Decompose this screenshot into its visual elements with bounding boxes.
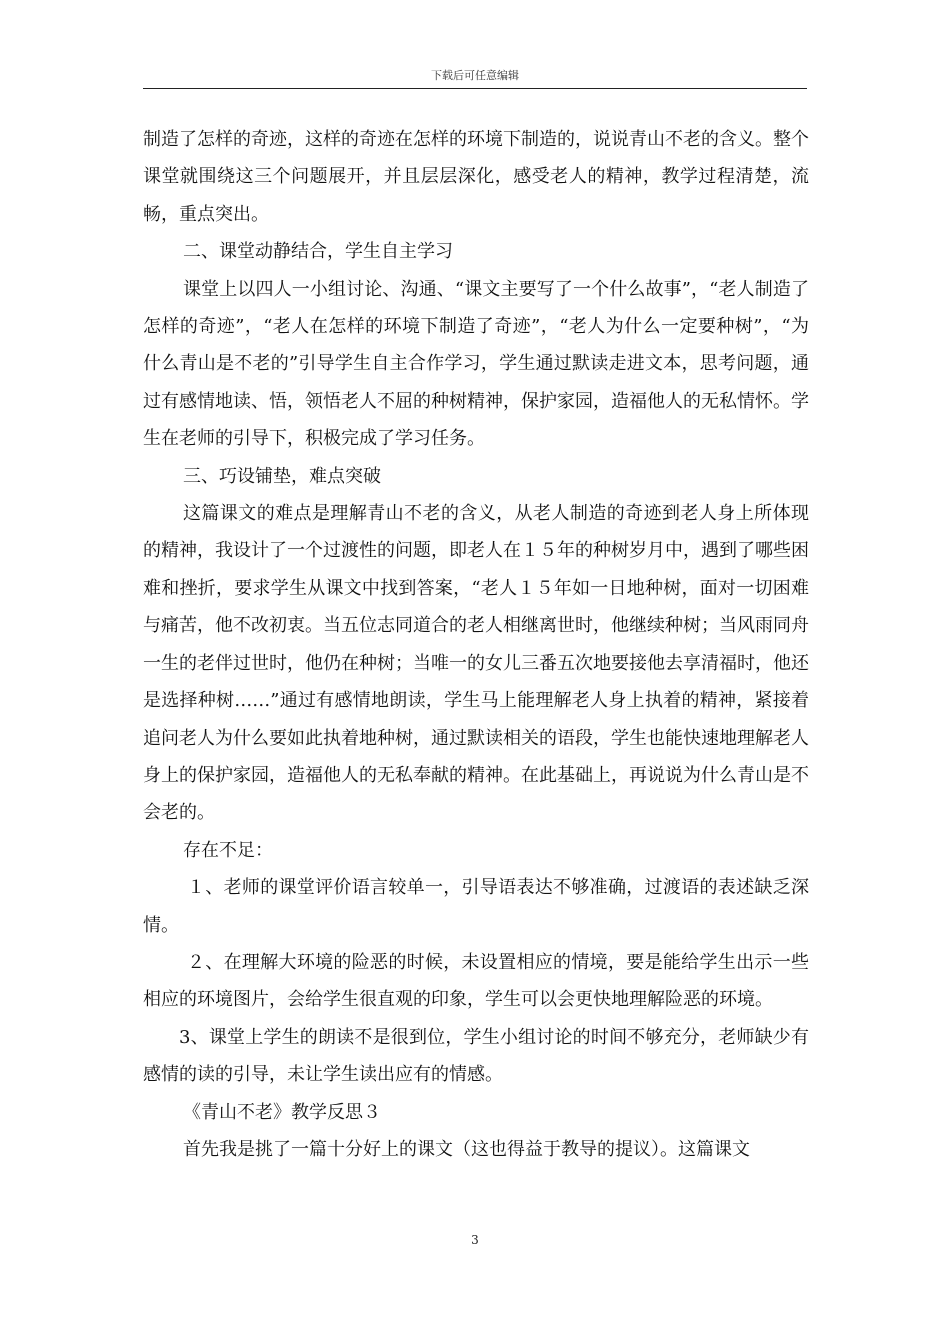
paragraph: 这篇课文的难点是理解青山不老的含义，从老人制造的奇迹到老人身上所体现的精神，我设计了一个过渡性的问题，即老人在１５年的种树岁月中，遇到了哪些困难和挫折，要求学生从课文中找到答案，“老人１５年如一日地种树，面对一切困难与痛苦，他不改初衷。当五位志同道合的老人相继离世时，他继续种树；当风雨同舟一生的老伴过世时，他仍在种树；当唯一的女儿三番五次地要接他去享清福时，他还是选择种树……”通过有感情地朗读，学生马上能理解老人身上执着的精神，紧接着追问老人为什么要如此执着地种树，通过默读相关的语段，学生也能快速地理解老人身上的保护家园，造福他人的无私奉献的精神。在此基础上，再说说为什么青山是不会老的。	[143, 503, 809, 824]
page-header: 下载后可任意编辑	[431, 69, 519, 82]
paragraph: 课堂上以四人一小组讨论、沟通、“课文主要写了一个什么故事”，“老人制造了怎样的奇迹”，“老人在怎样的环境下制造了奇迹”，“老人为什么一定要种树”，“为什么青山是不老的”引导学生自主合作学习，学生通过默读走进文本，思考问题，通过有感情地读、悟，领悟老人不屈的种树精神，保护家园，造福他人的无私情怀。学生在老师的引导下，积极完成了学习任务。	[143, 278, 809, 450]
section-heading: 二、课堂动静结合，学生自主学习	[183, 241, 453, 263]
list-item: ２、在理解大环境的险恶的时候，未设置相应的情境，要是能给学生出示一些相应的环境图片，会给学生很直观的印象，学生可以会更快地理解险恶的环境。	[143, 951, 809, 1011]
section-heading: 《青山不老》教学反思３	[183, 1101, 381, 1123]
section-heading: 存在不足：	[183, 839, 273, 861]
paragraph: 首先我是挑了一篇十分好上的课文（这也得益于教导的提议）。这篇课文	[183, 1138, 750, 1160]
paragraph: 制造了怎样的奇迹，这样的奇迹在怎样的环境下制造的，说说青山不老的含义。整个课堂就围绕这三个问题展开，并且层层深化，感受老人的精神，教学过程清楚，流畅，重点突出。	[143, 129, 809, 225]
list-item: 3、课堂上学生的朗读不是很到位，学生小组讨论的时间不够充分，老师缺少有感情的读的引导，未让学生读出应有的情感。	[143, 1026, 809, 1086]
section-heading: 三、巧设铺垫，难点突破	[183, 465, 381, 487]
page-number: 3	[471, 1233, 479, 1247]
list-item: １、老师的课堂评价语言较单一，引导语表达不够准确，过渡语的表述缺乏深情。	[143, 877, 809, 936]
document-body	[143, 121, 809, 1168]
header-divider	[143, 88, 807, 89]
